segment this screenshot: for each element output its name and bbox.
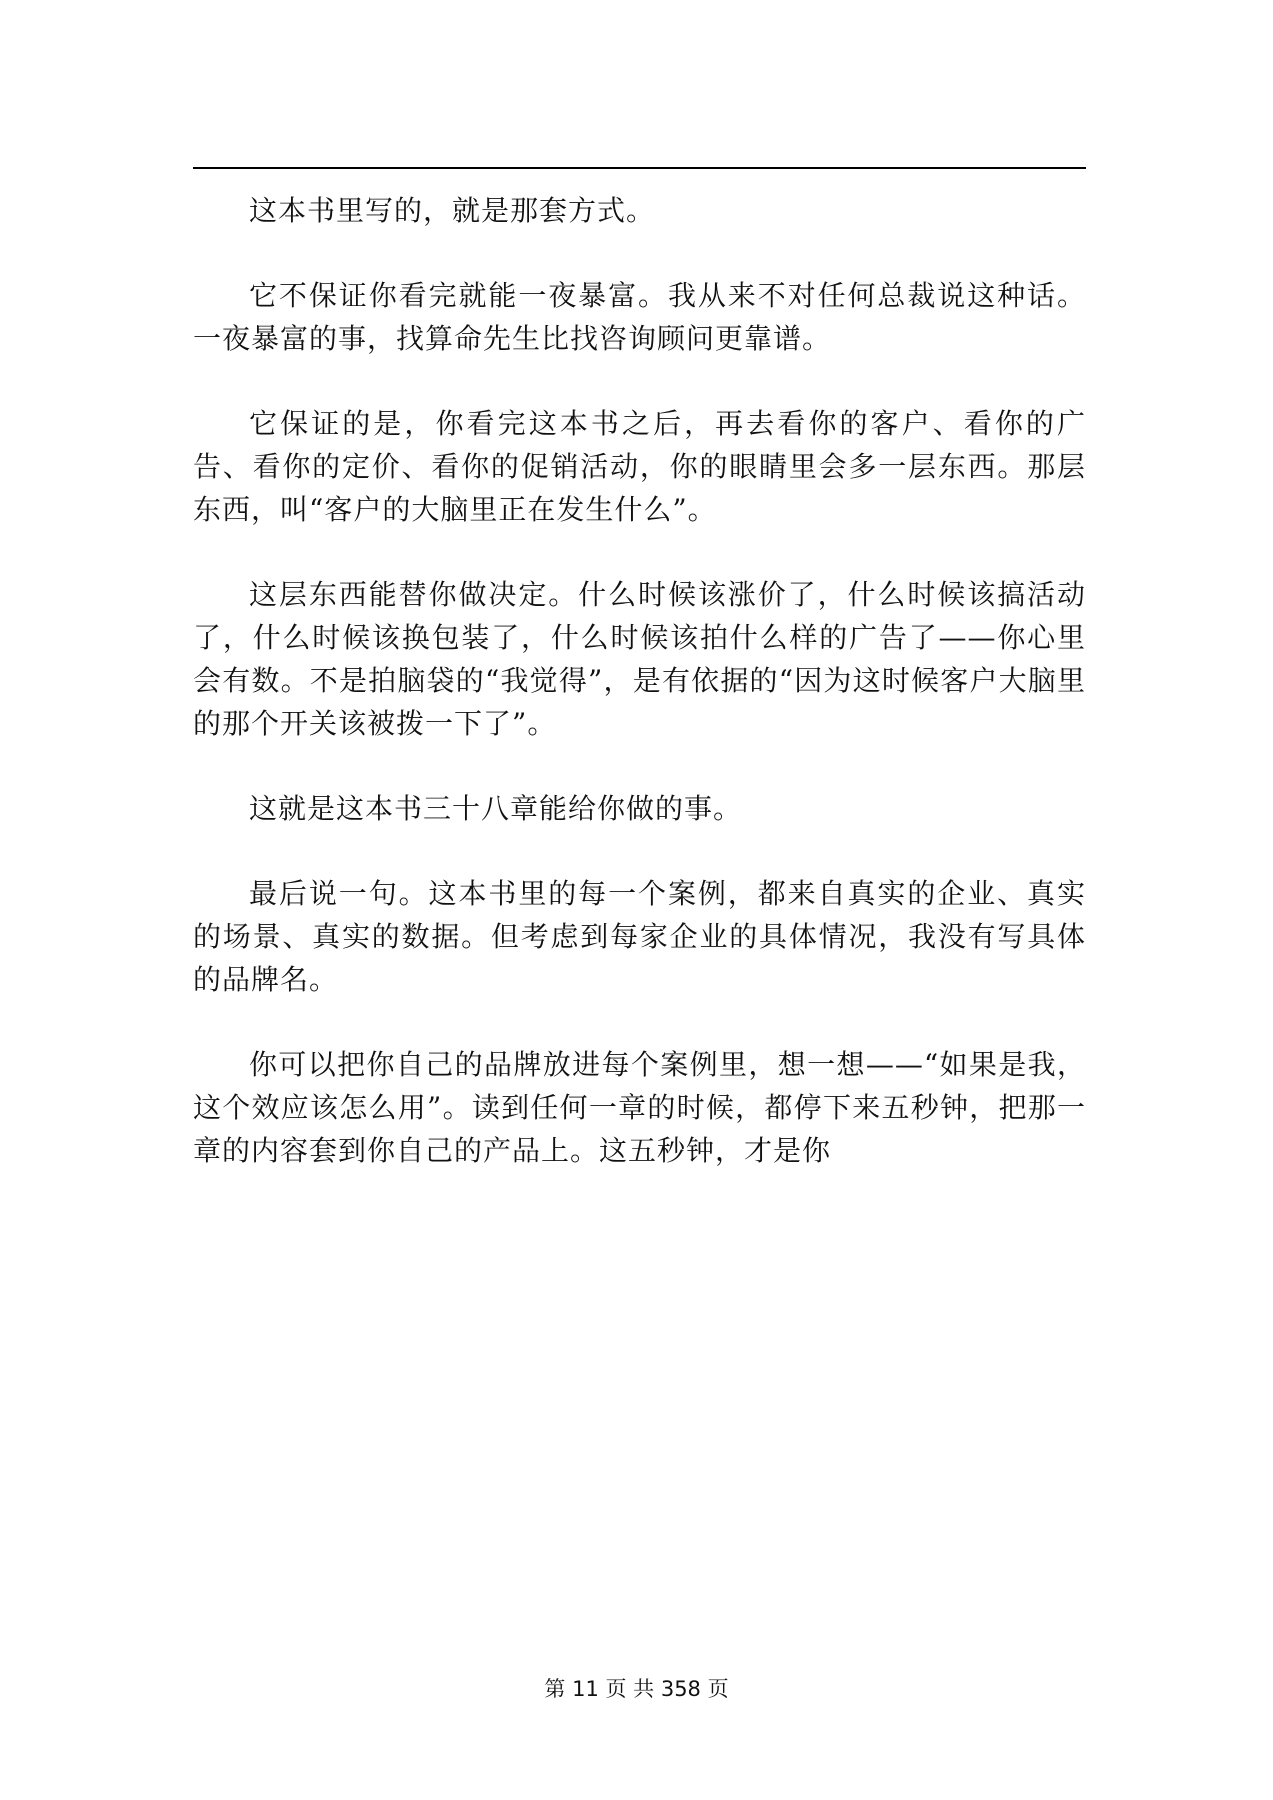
paragraph: 它不保证你看完就能一夜暴富。我从来不对任何总裁说这种话。一夜暴富的事，找算命先生比找咨询顾问更靠谱。 — [193, 279, 1086, 355]
paragraph: 这就是这本书三十八章能给你做的事。 — [249, 792, 743, 825]
header-rule — [193, 167, 1086, 169]
paragraph: 你可以把你自己的品牌放进每个案例里，想一想——“如果是我，这个效应该怎么用”。读到任何一章的时候，都停下来五秒钟，把那一章的内容套到你自己的产品上。这五秒钟，才是你 — [193, 1048, 1086, 1167]
paragraph: 最后说一句。这本书里的每一个案例，都来自真实的企业、真实的场景、真实的数据。但考虑到每家企业的具体情况，我没有写具体的品牌名。 — [193, 877, 1086, 996]
paragraph: 它保证的是，你看完这本书之后，再去看你的客户、看你的广告、看你的定价、看你的促销活动，你的眼睛里会多一层东西。那层东西，叫“客户的大脑里正在发生什么”。 — [193, 407, 1086, 526]
paragraph: 这本书里写的，就是那套方式。 — [249, 194, 656, 227]
paragraph: 这层东西能替你做决定。什么时候该涨价了，什么时候该搞活动了，什么时候该换包装了，什么时候该拍什么样的广告了——你心里会有数。不是拍脑袋的“我觉得”，是有依据的“因为这时候客户大脑里的那个开关该被拨一下了”。 — [193, 578, 1086, 740]
page-number-footer: 第 11 页 共 358 页 — [544, 1677, 729, 1701]
body-text — [193, 189, 1086, 1214]
